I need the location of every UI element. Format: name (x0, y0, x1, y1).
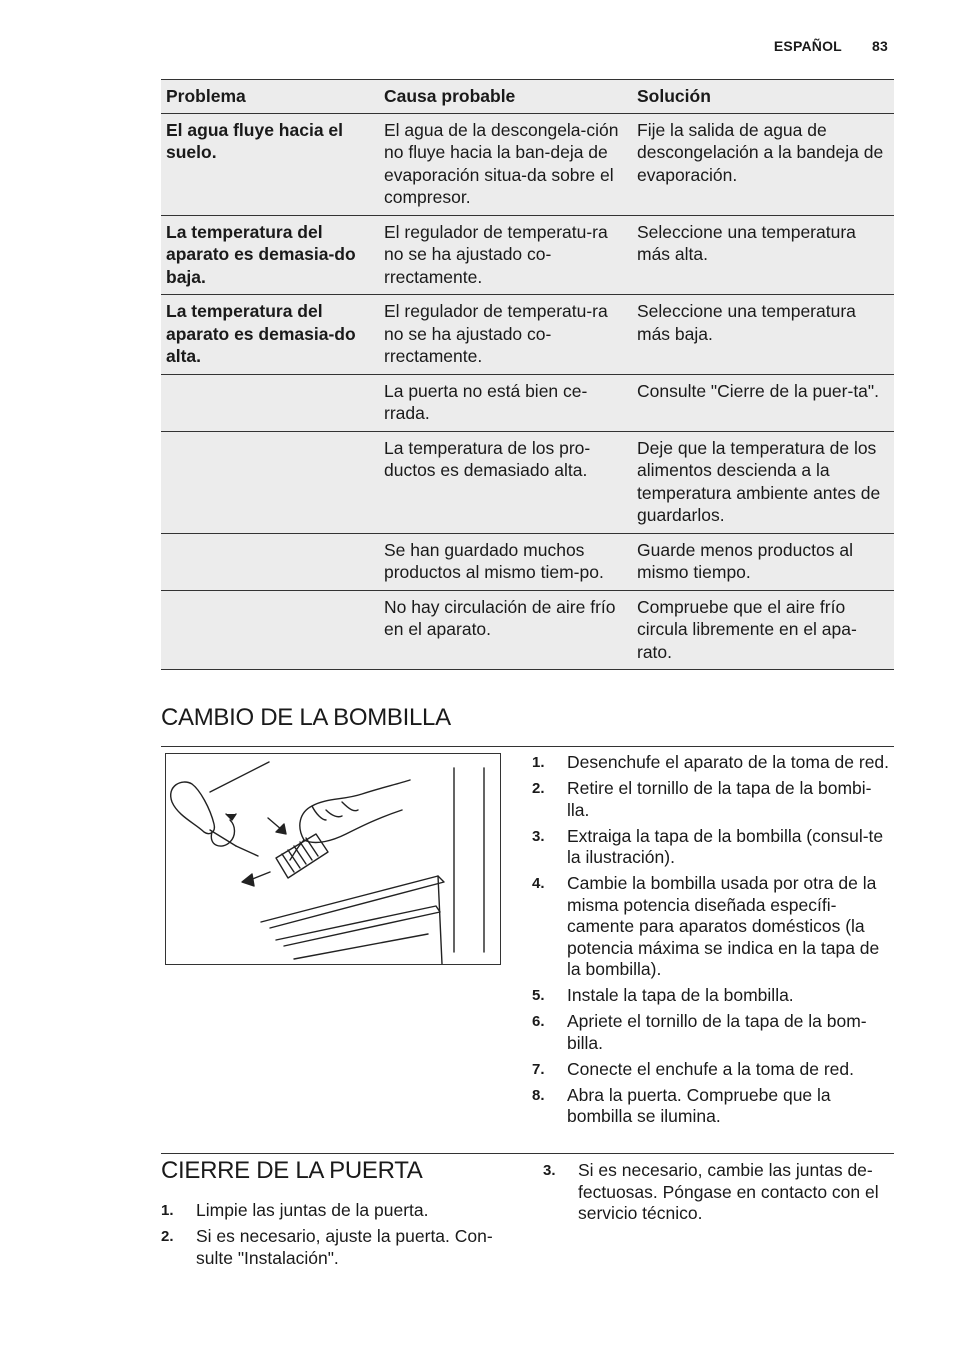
section-divider (161, 746, 894, 747)
step-text: Desenchufe el aparato de la toma de red. (567, 752, 890, 772)
step-text: Conecte el enchufe a la toma de red. (567, 1058, 854, 1079)
troubleshooting-table (161, 79, 894, 670)
step-number: 5. (532, 987, 545, 1004)
header-language: ESPAÑOL (773, 38, 842, 54)
table-row (161, 295, 894, 375)
section-divider (161, 1153, 894, 1154)
section-title-bulb: CAMBIO DE LA BOMBILLA (161, 704, 451, 731)
list-item (543, 1160, 895, 1225)
cell-cause: Se han guardado muchos productos al mismo tiem-po. (379, 533, 632, 590)
lamp-cover-removal-icon (166, 754, 500, 964)
list-item (532, 1011, 892, 1054)
cell-cause: El regulador de temperatu-ra no se ha ajustado co-rrectamente. (379, 215, 632, 295)
step-text: Cambie la bombilla usada por otra de la misma potencia diseñada específi-camente para aparatos domésticos (la potencia máxima se indica en la tapa de la bombilla). (567, 873, 880, 979)
step-text: Apriete el tornillo de la tapa de la bom-billa. (567, 1011, 867, 1053)
column-header-solution: Solución (632, 80, 894, 114)
table-row (161, 431, 894, 533)
cell-problem (161, 374, 379, 431)
page-number: 83 (872, 38, 888, 54)
cell-problem (161, 533, 379, 590)
cell-cause: La puerta no está bien ce-rrada. (379, 374, 632, 431)
cell-solution: Guarde menos productos al mismo tiempo. (632, 533, 894, 590)
cell-problem: La temperatura del aparato es demasia-do baja. (161, 215, 379, 295)
section-title-door: CIERRE DE LA PUERTA (161, 1157, 423, 1184)
cell-solution: Fije la salida de agua de descongelación a la bandeja de evaporación. (632, 113, 894, 215)
cell-solution: Seleccione una temperatura más alta. (632, 215, 894, 295)
cell-cause: El agua de la descongela-ción no fluye hacia la ban-deja de evaporación situa-da sobre el compresor. (379, 113, 632, 215)
list-item (532, 873, 892, 981)
step-number: 4. (532, 875, 545, 892)
table-row (161, 374, 894, 431)
table-row (161, 215, 894, 295)
cell-cause: No hay circulación de aire frío en el aparato. (379, 590, 632, 670)
cell-problem (161, 590, 379, 670)
step-number: 2. (161, 1228, 174, 1245)
list-item (161, 1200, 506, 1222)
cell-problem: El agua fluye hacia el suelo. (161, 113, 379, 215)
table-row (161, 113, 894, 215)
step-number: 8. (532, 1086, 545, 1104)
list-item (532, 752, 892, 774)
step-number: 3. (543, 1162, 556, 1179)
table-row (161, 533, 894, 590)
cell-cause: El regulador de temperatu-ra no se ha ajustado co-rrectamente. (379, 295, 632, 375)
cell-solution: Seleccione una temperatura más baja. (632, 295, 894, 375)
cell-solution: Consulte "Cierre de la puer-ta". (632, 374, 894, 431)
column-header-cause: Causa probable (379, 80, 632, 114)
door-steps-list-right (543, 1160, 895, 1229)
list-item (161, 1226, 506, 1269)
step-text: Extraiga la tapa de la bombilla (consul-te la ilustración). (567, 825, 884, 867)
step-text: Abra la puerta. Compruebe que la bombilla se ilumina. (567, 1084, 831, 1126)
door-steps-list-left (161, 1200, 506, 1274)
step-number: 2. (532, 780, 545, 797)
column-header-problem: Problema (161, 80, 379, 114)
table-row (161, 590, 894, 670)
list-item (532, 778, 892, 821)
cell-cause: La temperatura de los pro-ductos es demasiado alta. (379, 431, 632, 533)
list-item (532, 1059, 892, 1081)
step-text: Instale la tapa de la bombilla. (567, 985, 794, 1005)
cell-problem (161, 431, 379, 533)
step-text: Si es necesario, cambie las juntas de-fectuosas. Póngase en contacto con el servicio técnico. (578, 1160, 879, 1223)
list-item (532, 826, 892, 869)
list-item (532, 1085, 892, 1128)
table-header-row (161, 80, 894, 114)
cell-solution: Compruebe que el aire frío circula libremente en el apa-rato. (632, 590, 894, 670)
step-number: 1. (161, 1202, 174, 1219)
page-header (774, 38, 888, 54)
step-text: Si es necesario, ajuste la puerta. Con-sulte "Instalación". (196, 1226, 493, 1268)
bulb-steps-list (532, 752, 892, 1132)
step-number: 1. (532, 754, 545, 771)
cell-problem: La temperatura del aparato es demasia-do alta. (161, 295, 379, 375)
step-number: 7. (532, 1060, 545, 1078)
list-item (532, 985, 892, 1007)
step-text: Limpie las juntas de la puerta. (196, 1200, 429, 1220)
cell-solution: Deje que la temperatura de los alimentos descienda a la temperatura ambiente antes de guardarlos. (632, 431, 894, 533)
step-text: Retire el tornillo de la tapa de la bombi-lla. (567, 778, 872, 820)
step-number: 3. (532, 827, 545, 845)
lamp-cover-removal-illustration (165, 753, 501, 965)
step-number: 6. (532, 1013, 545, 1030)
